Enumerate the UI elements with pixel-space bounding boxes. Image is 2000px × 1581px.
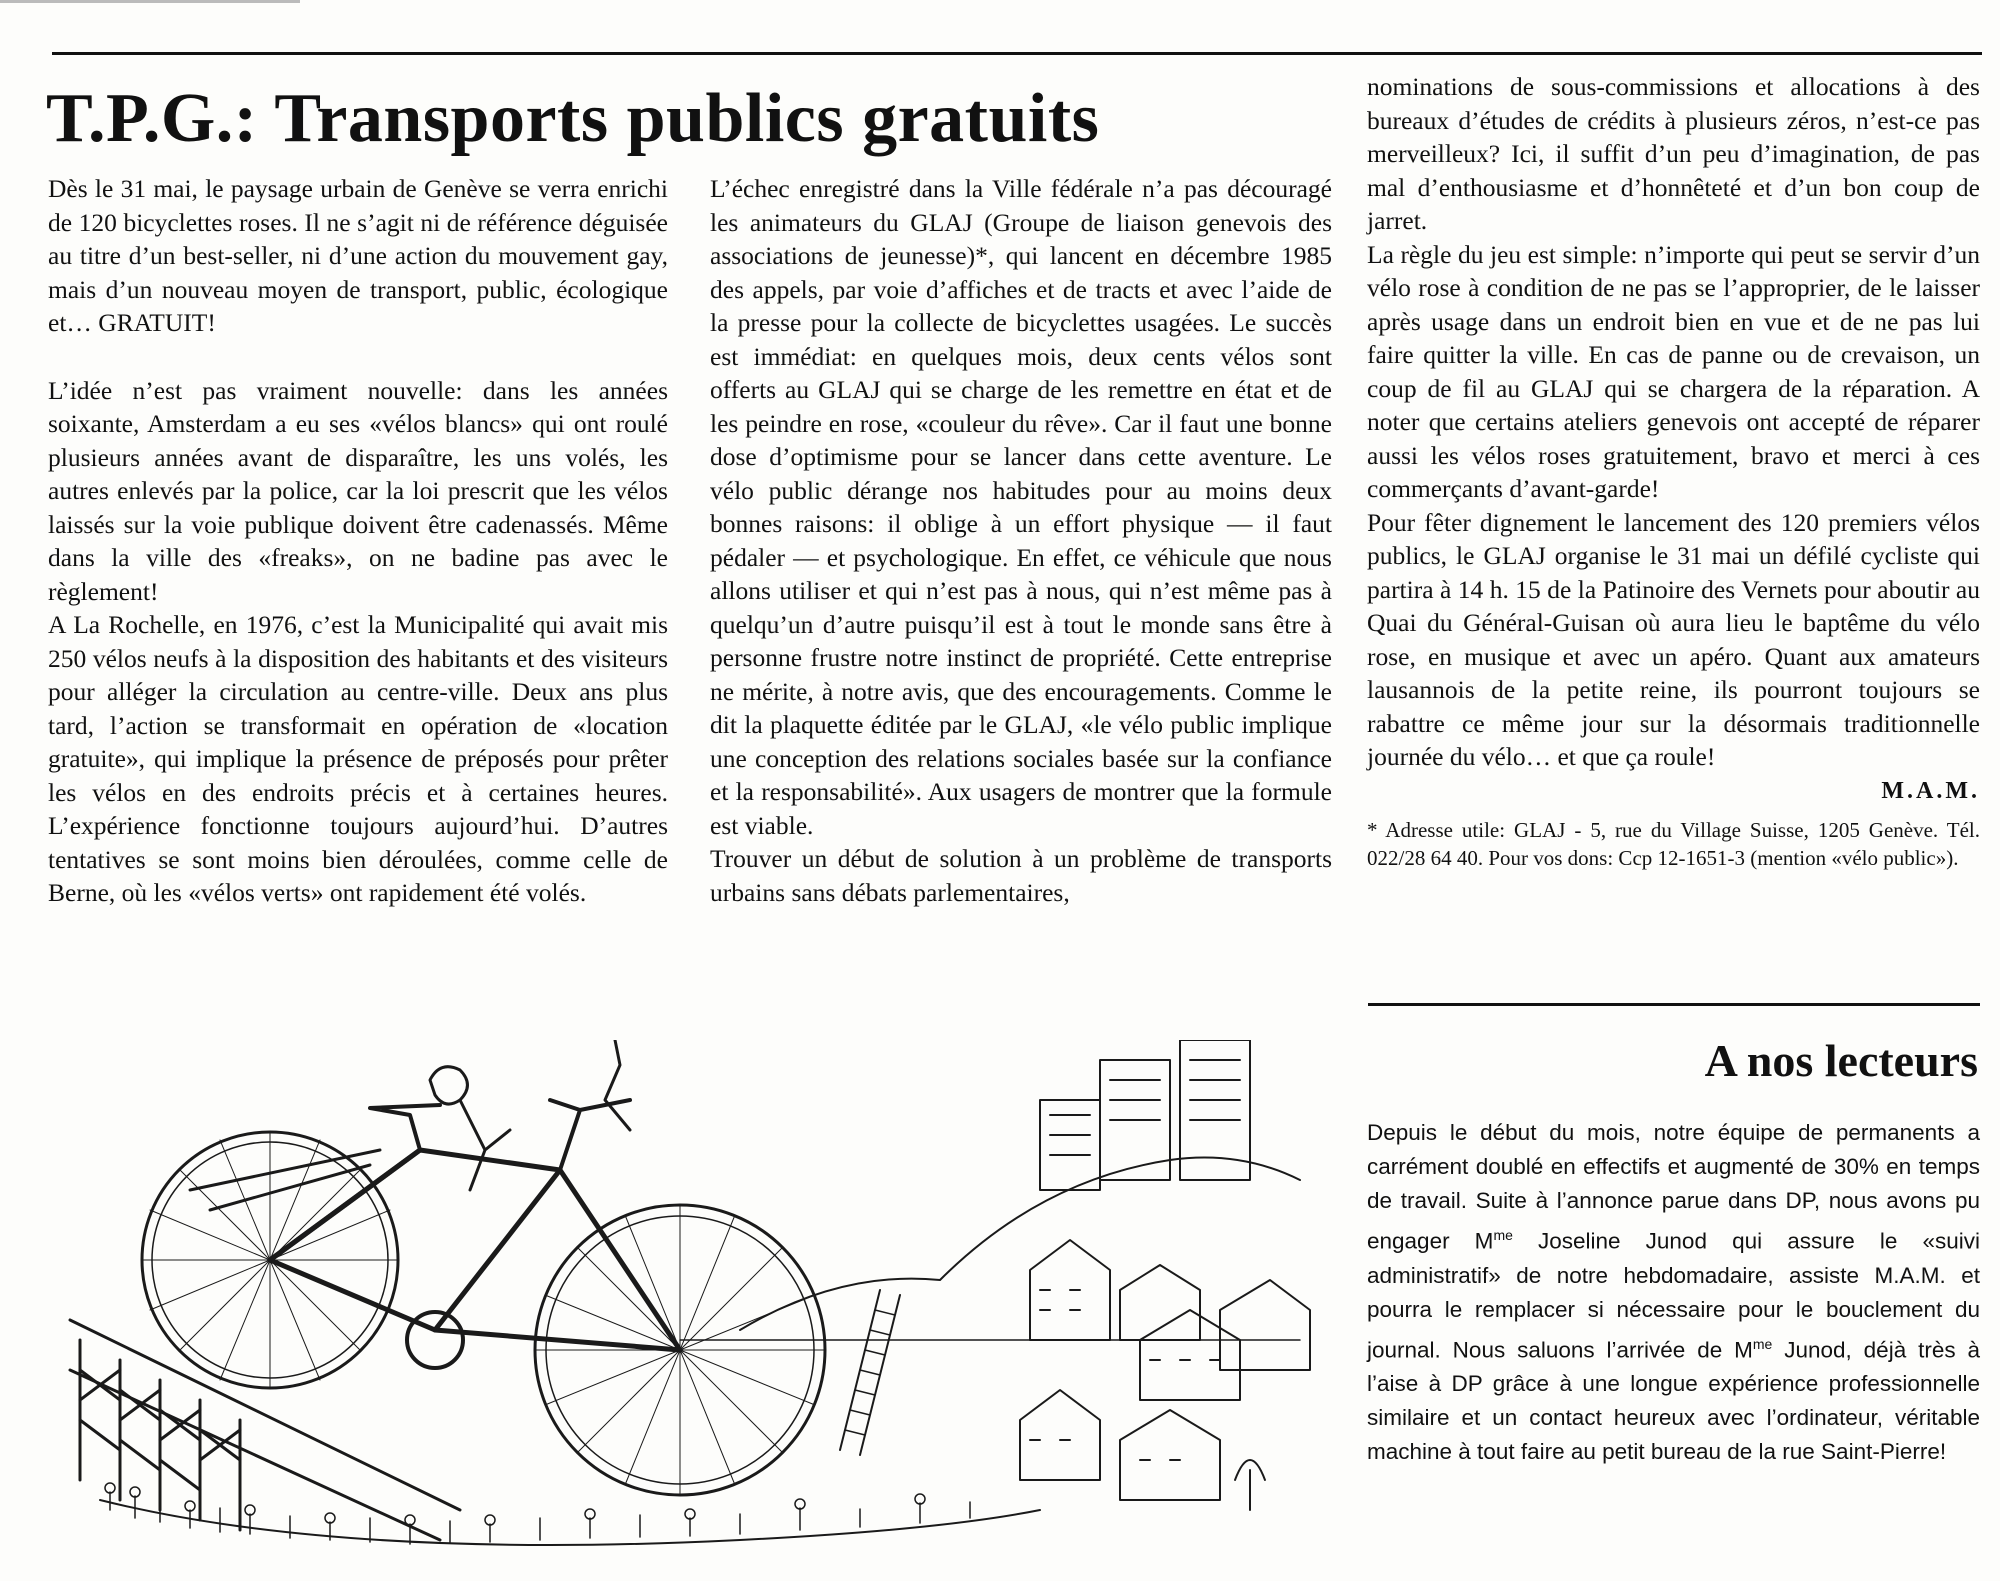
paragraph: L’échec enregistré dans la Ville fédérale n’a pas découragé les animateurs du GLAJ (Groupe de liaison genevois des associations de jeunesse)*, qui lancent en décembre 1985 des appels, par voie d’affiches et de tracts et avec l’aide de la presse pour la collecte de bicyclettes usagées. Le succès est immédiat: en quelques mois, deux cents vélos sont offerts au GLAJ qui se charge de les remettre en état et de les peindre en rose, «couleur du rêve». Car il faut une bonne dose d’optimisme pour se lancer dans cette aventure. Le vélo public dérange nos habitudes pour au moins deux bonnes raisons: il oblige à un effort physique — il faut pédaler — et psychologique. En effet, ce véhicule que nous allons utiliser et qui n’est pas à nous, qui n’est même pas à quelqu’un d’autre puisqu’il est à tout le monde sans être à personne frustre notre instinct de propriété. Cette entreprise ne mérite, à notre avis, que des encouragements. Comme le dit la plaquette éditée par le GLAJ, «le vélo public implique une conception des relations sociales basée sur la confiance et la responsabilité». Aux usagers de montrer que la formule est viable. bbox=[710, 174, 1332, 840]
top-rule bbox=[52, 52, 1982, 55]
readers-text bbox=[1367, 1116, 1980, 1469]
paragraph: L’idée n’est pas vraiment nouvelle: dans les années soixante, Amsterdam a eu ses «vélos blancs» qui ont roulé plusieurs années avant de disparaître, les uns volés, les autres enlevés par la police, car la loi prescrit que les vélos laissés sur la voie publique doivent être cadenassés. Même dans la ville des «freaks», on ne badine pas avec le règlement! bbox=[48, 375, 668, 606]
honorific: me bbox=[1493, 1227, 1513, 1243]
paragraph: Trouver un début de solution à un problème de transports urbains sans débats parlementaires, bbox=[710, 844, 1332, 907]
paragraph: La règle du jeu est simple: n’importe qui peut se servir d’un vélo rose à condition de ne pas se l’approprier, de le laisser après usage dans un endroit bien en vue et de ne pas lui faire quitter la ville. En cas de panne ou de crevaison, un coup de fil au GLAJ qui se chargera de la réparation. A noter que certains ateliers genevois ont accepté de réparer aussi les vélos roses gratuitement, bravo et merci à ces commerçants d’avant-garde! bbox=[1367, 239, 1980, 503]
article-column-1 bbox=[48, 172, 668, 910]
article-column-3 bbox=[1367, 70, 1980, 872]
bicycle-crowd-city-drawing-icon bbox=[40, 1040, 1340, 1560]
section-rule bbox=[1368, 1003, 1980, 1006]
article-column-2 bbox=[710, 172, 1332, 909]
paragraph: Dès le 31 mai, le paysage urbain de Genève se verra enrichi de 120 bicyclettes roses. Il ne s’agit ni de référence déguisée au titre d’un best-seller, ni d’une action du mouvement gay, mais d’un nouveau moyen de transport, public, écologique et… GRATUIT! bbox=[48, 174, 668, 337]
footnote: * Adresse utile: GLAJ - 5, rue du Village Suisse, 1205 Genève. Tél. 022/28 64 40. Pour vos dons: Ccp 12-1651-3 (mention «vélo public»). bbox=[1367, 817, 1980, 870]
paragraph: Pour fêter dignement le lancement des 120 premiers vélos publics, le GLAJ organise le 31 mai un défilé cycliste qui partira à 14 h. 15 de la Patinoire des Vernets pour aboutir au Quai du Général-Guisan où aura lieu le baptême du vélo rose, en musique et avec un apéro. Quant aux amateurs lausannois de la petite reine, ils pourront toujours se rabattre ce même jour sur la désormais traditionnelle journée du vélo… et que ça roule! bbox=[1367, 507, 1980, 771]
readers-text-part: Joseline Junod qui assure le «suivi administratif» de notre hebdomadaire, assiste M.A.M. et pourra le remplacer si nécessaire pour le bouclement du journal. Nous saluons l’arrivée de M bbox=[1367, 1228, 1980, 1362]
readers-text-part: Depuis le début du mois, notre équipe de permanents a carrément doublé en effectifs et augmenté de 30% en temps de travail. Suite à l’annonce parue dans DP, nous avons pu engager M bbox=[1367, 1120, 1980, 1254]
paragraph: A La Rochelle, en 1976, c’est la Municipalité qui avait mis 250 vélos neufs à la disposition des habitants et des visiteurs pour alléger la circulation au centre-ville. Deux ans plus tard, l’action se transformait en opération de «location gratuite», qui implique la présence de préposés pour prêter les vélos en des endroits précis et à certaines heures. L’expérience fonctionne toujours aujourd’hui. D’autres tentatives se sont moins bien déroulées, comme celle de Berne, où les «vélos verts» ont rapidement été volés. bbox=[48, 610, 668, 907]
headline: T.P.G.: Transports publics gratuits bbox=[46, 80, 1100, 157]
author-signature: M.A.M. bbox=[1881, 777, 1980, 804]
page-corner-mark bbox=[0, 0, 300, 3]
readers-title: A nos lecteurs bbox=[1704, 1035, 1978, 1086]
honorific: me bbox=[1752, 1335, 1773, 1352]
readers-text-part: Junod, déjà très à l’aise à DP grâce à une longue expérience professionnelle similaire et un contact heureux avec l’ordinateur, véritable machine à tout faire au petit bureau de la rue Saint-Pierre! bbox=[1367, 1337, 1981, 1464]
paragraph: nominations de sous-commissions et allocations à des bureaux d’études de crédits à plusieurs zéros, n’est-ce pas merveilleux? Ici, il suffit d’un peu d’imagination, de pas mal d’enthousiasme et d’honnêteté et d’un bon coup de jarret. bbox=[1367, 72, 1980, 235]
